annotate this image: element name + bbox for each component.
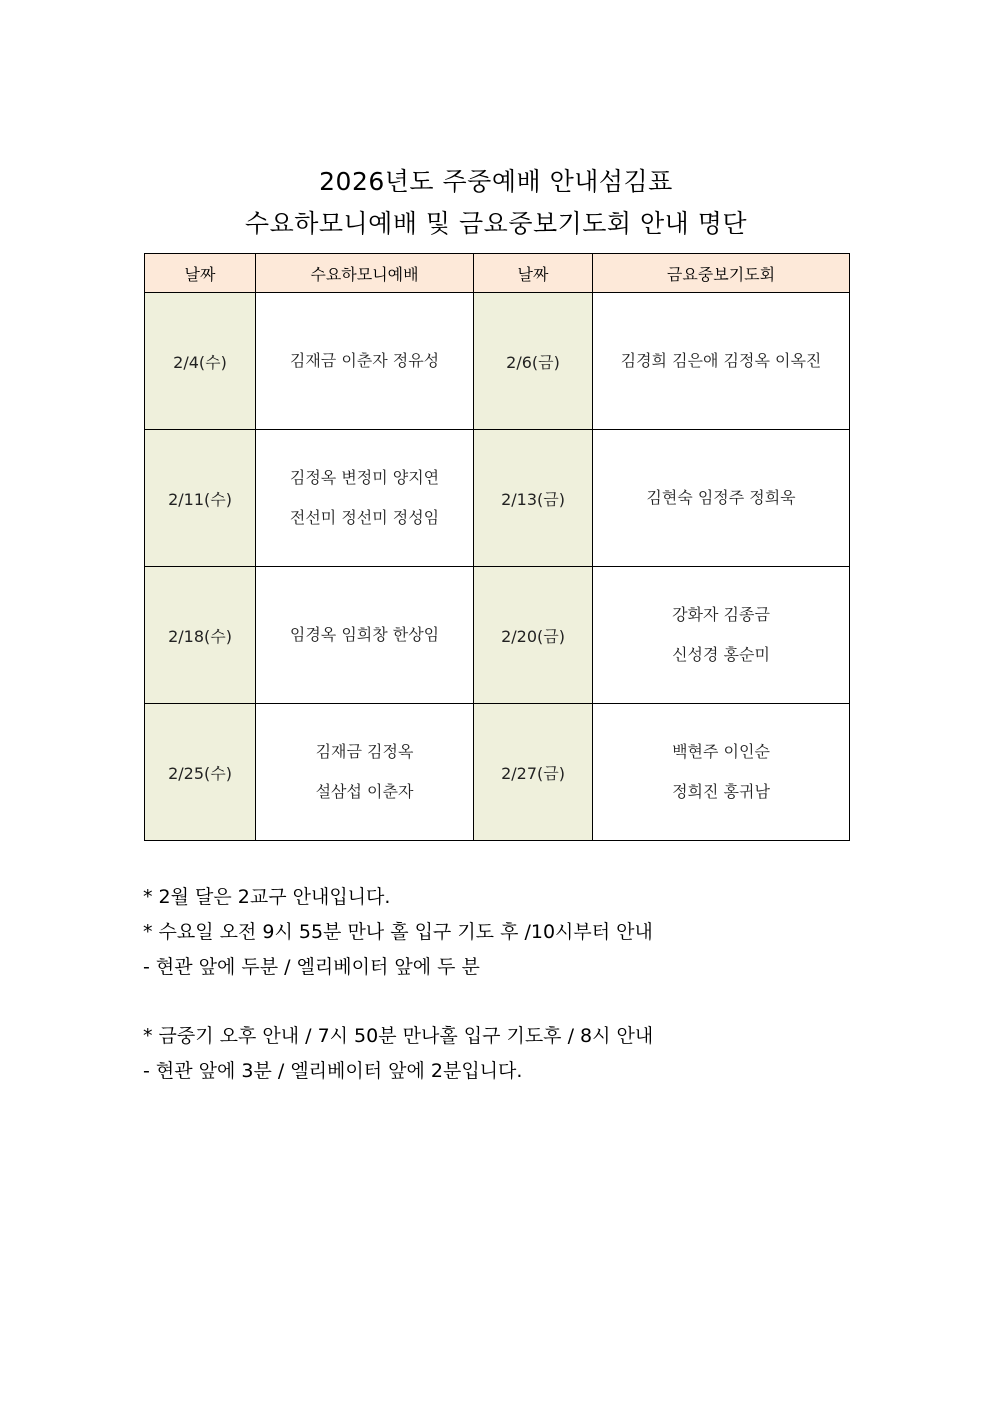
name-line: 정희진 홍귀남 (672, 782, 770, 801)
header-fri-date: 날짜 (474, 254, 593, 293)
fri-names-cell (593, 567, 850, 704)
name-line: 강화자 김종금 (672, 605, 770, 624)
notes-section (143, 880, 863, 1089)
table-header-row (145, 254, 850, 293)
name-line: 김정옥 변정미 양지연 (289, 468, 440, 487)
table-row (145, 430, 850, 567)
table-row (145, 704, 850, 841)
document-subtitle: 수요하모니예배 및 금요중보기도회 안내 명단 (244, 209, 748, 238)
name-line: 김재금 이춘자 정유성 (289, 351, 440, 370)
note-line: * 수요일 오전 9시 55분 만나 홀 입구 기도 후 /10시부터 안내 (143, 921, 653, 943)
header-fri-service: 금요중보기도회 (593, 254, 850, 293)
name-line: 김현숙 임정주 정희욱 (646, 488, 796, 507)
schedule-table (144, 253, 850, 841)
note-line: * 2월 달은 2교구 안내입니다. (143, 886, 391, 908)
name-line: 김재금 김정옥 (315, 742, 414, 761)
wed-names-cell (256, 293, 474, 430)
name-line: 신성경 홍순미 (672, 645, 770, 664)
note-line: - 현관 앞에 3분 / 엘리베이터 앞에 2분입니다. (143, 1060, 523, 1082)
name-line: 전선미 정선미 정성임 (289, 508, 440, 527)
wed-date-cell: 2/4(수) (145, 293, 256, 430)
wed-date-cell: 2/11(수) (145, 430, 256, 567)
name-line: 백현주 이인순 (672, 742, 770, 761)
fri-names-cell (593, 293, 850, 430)
table-row (145, 293, 850, 430)
spacer (143, 985, 863, 1019)
wed-date-cell: 2/18(수) (145, 567, 256, 704)
fri-date-cell: 2/6(금) (474, 293, 593, 430)
fri-names-cell (593, 430, 850, 567)
wed-names-cell (256, 430, 474, 567)
wed-date-cell: 2/25(수) (145, 704, 256, 841)
name-line: 설삼섭 이춘자 (315, 782, 414, 801)
fri-date-cell: 2/20(금) (474, 567, 593, 704)
name-line: 김경희 김은애 김정옥 이옥진 (620, 351, 822, 370)
note-line: - 현관 앞에 두분 / 엘리베이터 앞에 두 분 (143, 956, 480, 978)
document-title: 2026년도 주중예배 안내섬김표 (319, 167, 673, 196)
note-line: * 금중기 오후 안내 / 7시 50분 만나홀 입구 기도후 / 8시 안내 (143, 1025, 654, 1047)
header-wed-date: 날짜 (145, 254, 256, 293)
fri-date-cell: 2/27(금) (474, 704, 593, 841)
wed-names-cell (256, 567, 474, 704)
table-row (145, 567, 850, 704)
wed-names-cell (256, 704, 474, 841)
header-wed-service: 수요하모니예배 (256, 254, 474, 293)
name-line: 임경옥 임희창 한상임 (289, 625, 440, 644)
fri-names-cell (593, 704, 850, 841)
fri-date-cell: 2/13(금) (474, 430, 593, 567)
